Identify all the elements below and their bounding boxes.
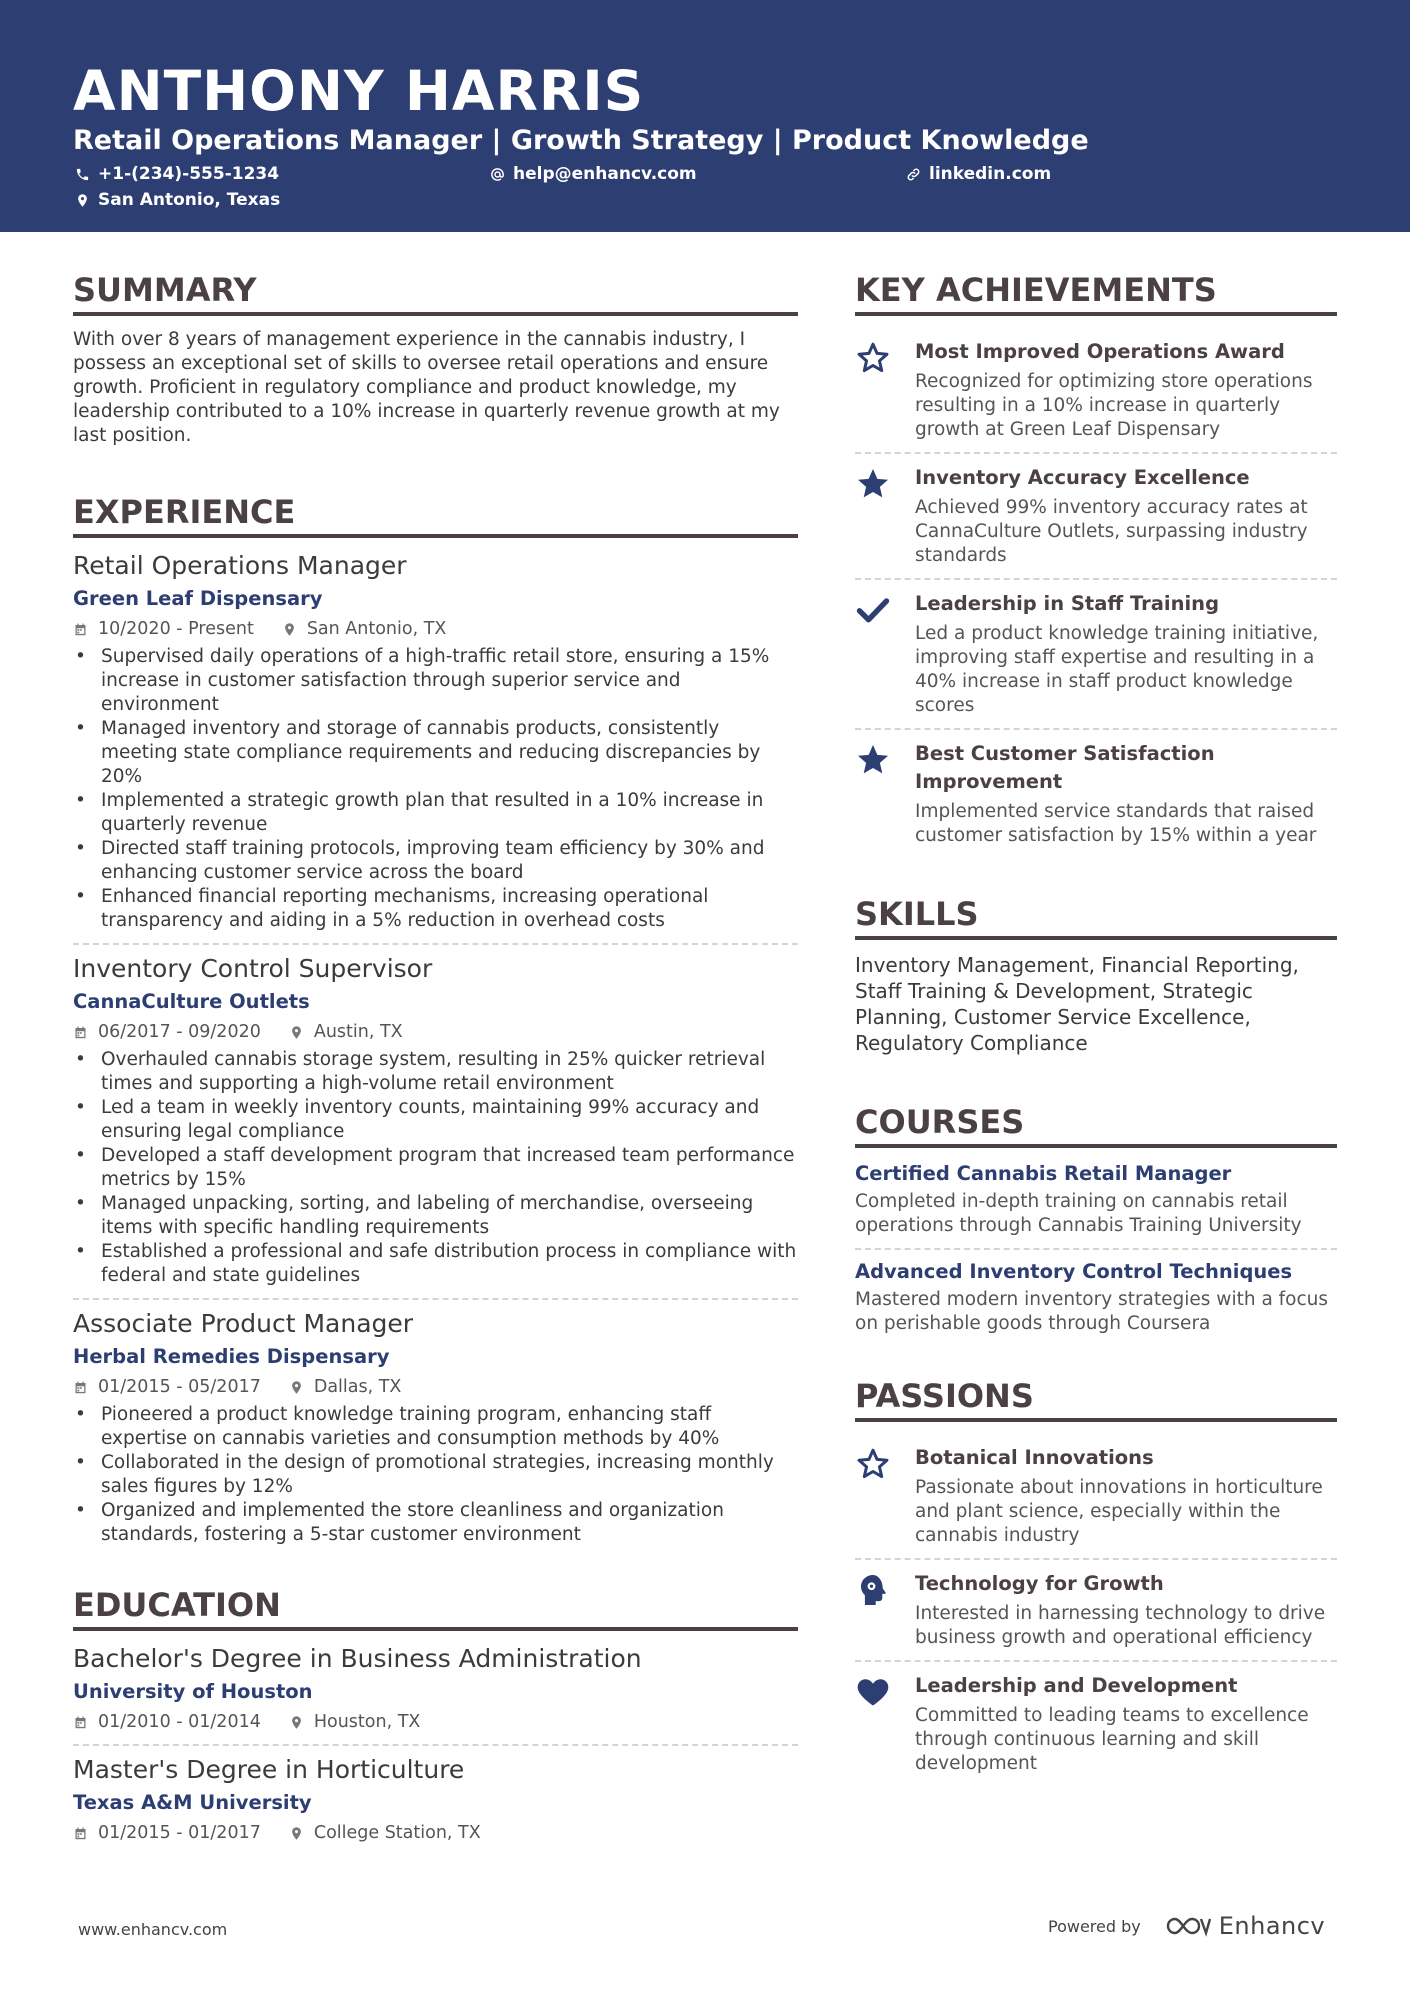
item-body bbox=[915, 1672, 1337, 1776]
checkmark-icon bbox=[855, 590, 915, 718]
job-title: Associate Product Manager bbox=[73, 1309, 414, 1338]
contact-email[interactable] bbox=[490, 162, 697, 186]
location-pin-icon bbox=[289, 1826, 304, 1841]
contact-phone bbox=[75, 162, 279, 186]
company-name[interactable]: Green Leaf Dispensary bbox=[73, 587, 323, 610]
candidate-name: ANTHONY HARRIS bbox=[73, 59, 645, 123]
passions-heading: PASSIONS bbox=[855, 1376, 1337, 1422]
bullet-item: • Led a team in weekly inventory counts, maintaining 99% accuracy and ensuring legal compliance bbox=[73, 1096, 798, 1144]
calendar-icon bbox=[73, 622, 88, 637]
company-name[interactable]: Herbal Remedies Dispensary bbox=[73, 1345, 390, 1368]
location-pin-icon bbox=[75, 193, 90, 208]
job-location: Austin, TX bbox=[313, 1022, 403, 1042]
item-description: Achieved 99% inventory accuracy rates at CannaCulture Outlets, surpassing industry standards bbox=[915, 497, 1308, 566]
heart-icon bbox=[855, 1672, 915, 1776]
item-description: Implemented service standards that raised customer satisfaction by 15% within a year bbox=[915, 801, 1317, 846]
at-sign-icon bbox=[490, 167, 505, 182]
passions-list bbox=[855, 1434, 1337, 1786]
degree-title: Bachelor's Degree in Business Administration bbox=[73, 1644, 642, 1673]
location-text: San Antonio, Texas bbox=[98, 190, 281, 210]
experience-entry bbox=[73, 953, 798, 1288]
contact-linkedin[interactable] bbox=[906, 162, 1051, 186]
courses-list bbox=[855, 1160, 1337, 1336]
footer-branding bbox=[1048, 1912, 1325, 1940]
item-body bbox=[915, 590, 1337, 718]
item-description: Interested in harnessing technology to drive business growth and operational efficiency bbox=[915, 1603, 1326, 1648]
job-bullets bbox=[73, 645, 798, 933]
item-title: Leadership and Development bbox=[915, 1674, 1238, 1697]
location-pin-icon bbox=[289, 1715, 304, 1730]
school-name[interactable]: University of Houston bbox=[73, 1680, 313, 1703]
star-outline-icon bbox=[855, 338, 915, 442]
achievement-item bbox=[855, 328, 1337, 452]
education-location: College Station, TX bbox=[313, 1823, 481, 1843]
item-description: Passionate about innovations in horticulture and plant science, especially within the cannabis industry bbox=[915, 1477, 1323, 1546]
divider bbox=[73, 1744, 798, 1746]
bullet-item: • Organized and implemented the store cleanliness and organization standards, fostering a 5-star customer environment bbox=[73, 1499, 798, 1547]
education-dates: 01/2015 - 01/2017 bbox=[98, 1823, 261, 1843]
phone-icon bbox=[75, 167, 90, 182]
education-entry bbox=[73, 1754, 798, 1845]
education-location: Houston, TX bbox=[313, 1712, 421, 1732]
experience-heading: EXPERIENCE bbox=[73, 492, 798, 538]
education-list bbox=[73, 1643, 798, 1845]
calendar-icon bbox=[73, 1715, 88, 1730]
enhancv-brand-text: Enhancv bbox=[1218, 1912, 1326, 1940]
job-meta bbox=[73, 1020, 798, 1044]
job-dates: 06/2017 - 09/2020 bbox=[98, 1022, 261, 1042]
achievements-heading: KEY ACHIEVEMENTS bbox=[855, 270, 1337, 316]
bullet-item: • Implemented a strategic growth plan that resulted in a 10% increase in quarterly revenue bbox=[73, 789, 798, 837]
course-description: Completed in-depth training on cannabis retail operations through Cannabis Training University bbox=[855, 1191, 1302, 1236]
item-title: Botanical Innovations bbox=[915, 1446, 1154, 1469]
item-body bbox=[915, 1444, 1337, 1548]
link-icon bbox=[906, 167, 921, 182]
divider bbox=[855, 1248, 1337, 1250]
item-title: Leadership in Staff Training bbox=[915, 592, 1220, 615]
bullet-item: • Pioneered a product knowledge training program, enhancing staff expertise on cannabis varieties and consumption methods by 40% bbox=[73, 1403, 798, 1451]
course-title[interactable]: Advanced Inventory Control Techniques bbox=[855, 1260, 1293, 1283]
bullet-item: • Established a professional and safe distribution process in compliance with federal and state guidelines bbox=[73, 1240, 798, 1288]
star-outline-icon bbox=[855, 1444, 915, 1548]
bullet-item: • Developed a staff development program that increased team performance metrics by 15% bbox=[73, 1144, 798, 1192]
phone-number: +1-(234)-555-1234 bbox=[98, 164, 280, 184]
resume-header bbox=[0, 0, 1410, 232]
passion-item bbox=[855, 1560, 1337, 1660]
calendar-icon bbox=[73, 1826, 88, 1841]
calendar-icon bbox=[73, 1025, 88, 1040]
item-body bbox=[915, 338, 1337, 442]
item-body bbox=[915, 464, 1337, 568]
bullet-item: • Managed inventory and storage of cannabis products, consistently meeting state compliance requirements and reducing discrepancies by 20% bbox=[73, 717, 798, 789]
degree-title: Master's Degree in Horticulture bbox=[73, 1755, 465, 1784]
email-address[interactable]: help@enhancv.com bbox=[513, 164, 697, 184]
item-body bbox=[915, 1570, 1337, 1650]
achievement-item bbox=[855, 454, 1337, 578]
contact-location bbox=[75, 188, 280, 212]
item-description: Recognized for optimizing store operations resulting in a 10% increase in quarterly growth at Green Leaf Dispensary bbox=[915, 371, 1313, 440]
bullet-item: • Enhanced financial reporting mechanisms, increasing operational transparency and aiding in a 5% reduction in overhead costs bbox=[73, 885, 798, 933]
course-description: Mastered modern inventory strategies with a focus on perishable goods through Coursera bbox=[855, 1289, 1329, 1334]
star-icon bbox=[855, 740, 915, 848]
achievement-item bbox=[855, 580, 1337, 728]
item-title: Inventory Accuracy Excellence bbox=[915, 466, 1250, 489]
skills-text: Inventory Management, Financial Reporting, Staff Training & Development, Strategic Planning, Customer Service Excellence, Regulatory Compliance bbox=[855, 953, 1299, 1055]
job-dates: 01/2015 - 05/2017 bbox=[98, 1377, 261, 1397]
experience-list bbox=[73, 550, 798, 1547]
left-column bbox=[73, 270, 798, 1845]
experience-entry bbox=[73, 1308, 798, 1547]
job-title: Retail Operations Manager bbox=[73, 551, 407, 580]
powered-by-text: Powered by bbox=[1048, 1916, 1141, 1936]
job-dates: 10/2020 - Present bbox=[98, 619, 254, 639]
item-description: Led a product knowledge training initiative, improving staff expertise and resulting in a 40% increase in staff product knowledge scores bbox=[915, 623, 1319, 716]
item-title: Best Customer Satisfaction Improvement bbox=[915, 742, 1215, 793]
courses-heading: COURSES bbox=[855, 1102, 1337, 1148]
bullet-item: • Directed staff training protocols, improving team efficiency by 30% and enhancing customer service across the board bbox=[73, 837, 798, 885]
footer-website[interactable]: www.enhancv.com bbox=[78, 1920, 228, 1939]
passion-item bbox=[855, 1434, 1337, 1558]
job-bullets bbox=[73, 1048, 798, 1288]
divider bbox=[73, 1298, 798, 1300]
achievements-list bbox=[855, 328, 1337, 858]
enhancv-logo-icon bbox=[1165, 1914, 1211, 1938]
job-bullets bbox=[73, 1403, 798, 1547]
job-location: San Antonio, TX bbox=[306, 619, 447, 639]
skills-heading: SKILLS bbox=[855, 894, 1337, 940]
education-meta bbox=[73, 1821, 798, 1845]
job-title: Inventory Control Supervisor bbox=[73, 954, 433, 983]
education-meta bbox=[73, 1710, 798, 1734]
head-brain-icon bbox=[855, 1570, 915, 1650]
item-title: Technology for Growth bbox=[915, 1572, 1164, 1595]
experience-entry bbox=[73, 550, 798, 933]
education-entry bbox=[73, 1643, 798, 1734]
job-meta bbox=[73, 617, 798, 641]
course-title[interactable]: Certified Cannabis Retail Manager bbox=[855, 1162, 1232, 1185]
location-pin-icon bbox=[282, 622, 297, 637]
item-description: Committed to leading teams to excellence through continuous learning and skill development bbox=[915, 1705, 1309, 1774]
location-pin-icon bbox=[289, 1025, 304, 1040]
linkedin-link[interactable]: linkedin.com bbox=[929, 164, 1052, 184]
right-column bbox=[855, 270, 1337, 1786]
location-pin-icon bbox=[289, 1380, 304, 1395]
achievement-item bbox=[855, 730, 1337, 858]
education-dates: 01/2010 - 01/2014 bbox=[98, 1712, 261, 1732]
calendar-icon bbox=[73, 1380, 88, 1395]
bullet-item: • Collaborated in the design of promotional strategies, increasing monthly sales figures by 12% bbox=[73, 1451, 798, 1499]
school-name[interactable]: Texas A&M University bbox=[73, 1791, 312, 1814]
summary-text: With over 8 years of management experience in the cannabis industry, I possess an exceptional set of skills to oversee retail operations and ensure growth. Proficient in regulatory compliance and product knowledge, my leadership contributed to a 10% increase in quarterly revenue growth at my last position. bbox=[73, 329, 780, 446]
education-heading: EDUCATION bbox=[73, 1585, 798, 1631]
candidate-headline: Retail Operations Manager | Growth Strategy | Product Knowledge bbox=[73, 125, 1089, 156]
bullet-item: • Supervised daily operations of a high-traffic retail store, ensuring a 15% increase in customer satisfaction through superior service and environment bbox=[73, 645, 798, 717]
job-location: Dallas, TX bbox=[313, 1377, 402, 1397]
item-title: Most Improved Operations Award bbox=[915, 340, 1285, 363]
divider bbox=[73, 943, 798, 945]
bullet-item: • Overhauled cannabis storage system, resulting in 25% quicker retrieval times and supporting a high-volume retail environment bbox=[73, 1048, 798, 1096]
job-meta bbox=[73, 1375, 798, 1399]
item-body bbox=[915, 740, 1337, 848]
bullet-item: • Managed unpacking, sorting, and labeling of merchandise, overseeing items with specific handling requirements bbox=[73, 1192, 798, 1240]
passion-item bbox=[855, 1662, 1337, 1786]
star-icon bbox=[855, 464, 915, 568]
company-name[interactable]: CannaCulture Outlets bbox=[73, 990, 310, 1013]
summary-heading: SUMMARY bbox=[73, 270, 798, 316]
